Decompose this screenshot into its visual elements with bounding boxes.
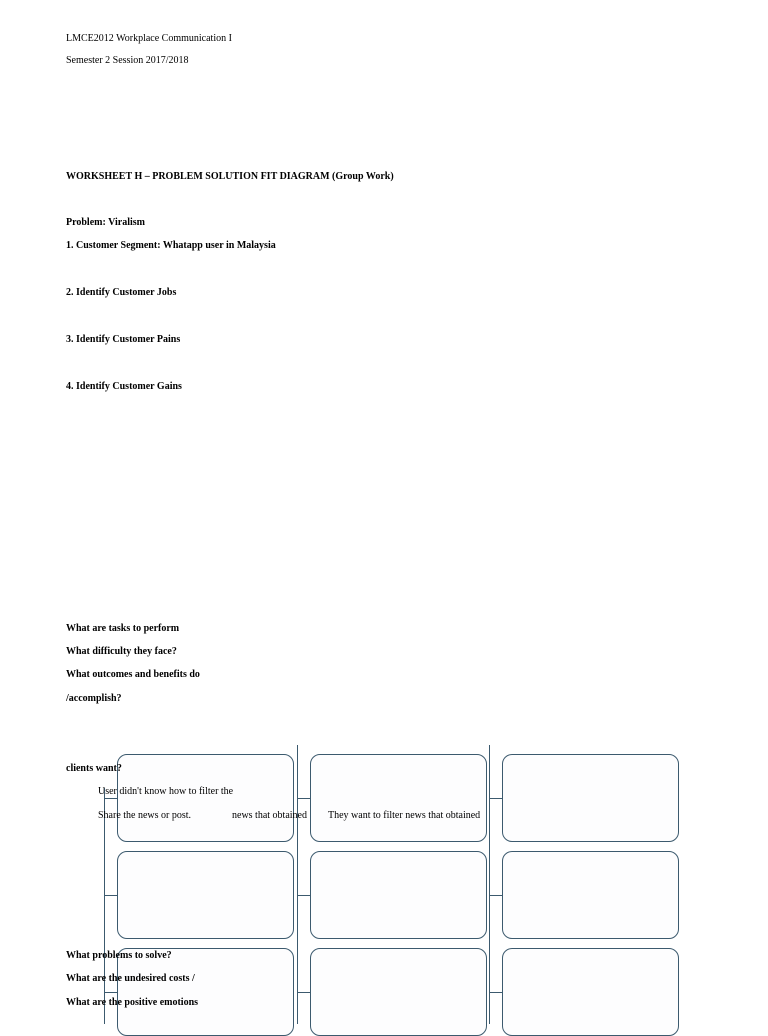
connector-tick xyxy=(104,798,117,799)
question-accomplish: /accomplish? xyxy=(66,693,122,704)
diagram-box-r1c2 xyxy=(310,754,487,842)
gain-text-want: They want to filter news that obtained xyxy=(328,810,481,821)
question-problems: What problems to solve? xyxy=(66,950,172,961)
item-customer-segment: 1. Customer Segment: Whatapp user in Malaysia xyxy=(66,240,276,251)
question-clients-want: clients want? xyxy=(66,763,122,774)
connector-tick xyxy=(297,895,310,896)
item-customer-jobs: 2. Identify Customer Jobs xyxy=(66,287,177,298)
semester-header: Semester 2 Session 2017/2018 xyxy=(66,55,189,66)
item-customer-gains: 4. Identify Customer Gains xyxy=(66,381,182,392)
connector-line xyxy=(489,745,490,1024)
diagram-box-r3c3 xyxy=(502,948,679,1036)
course-header: LMCE2012 Workplace Communication I xyxy=(66,33,232,44)
connector-tick xyxy=(297,992,310,993)
problem-label: Problem: Viralism xyxy=(66,217,145,228)
connector-tick xyxy=(489,798,502,799)
job-text-share: Share the news or post. xyxy=(98,810,192,821)
item-customer-pains: 3. Identify Customer Pains xyxy=(66,334,181,345)
diagram-box-r1c3 xyxy=(502,754,679,842)
pain-text-filter: User didn't know how to filter the xyxy=(98,786,234,797)
diagram-box-r2c2 xyxy=(310,851,487,939)
question-outcomes: What outcomes and benefits do xyxy=(66,669,200,680)
diagram-box-r1c1 xyxy=(117,754,294,842)
diagram-box-r2c3 xyxy=(502,851,679,939)
pain-text-news: news that obtained xyxy=(232,810,307,821)
connector-tick xyxy=(297,798,310,799)
connector-tick xyxy=(104,992,117,993)
question-difficulty: What difficulty they face? xyxy=(66,646,177,657)
connector-tick xyxy=(104,895,117,896)
connector-line xyxy=(104,788,105,1024)
question-emotions: What are the positive emotions xyxy=(66,997,199,1008)
diagram-box-r2c1 xyxy=(117,851,294,939)
worksheet-title: WORKSHEET H – PROBLEM SOLUTION FIT DIAGRAM (Group Work) xyxy=(66,171,394,182)
connector-tick xyxy=(489,895,502,896)
question-costs: What are the undesired costs / xyxy=(66,973,195,984)
connector-line xyxy=(297,745,298,1024)
connector-tick xyxy=(489,992,502,993)
diagram-box-r3c2 xyxy=(310,948,487,1036)
question-tasks: What are tasks to perform xyxy=(66,623,180,634)
